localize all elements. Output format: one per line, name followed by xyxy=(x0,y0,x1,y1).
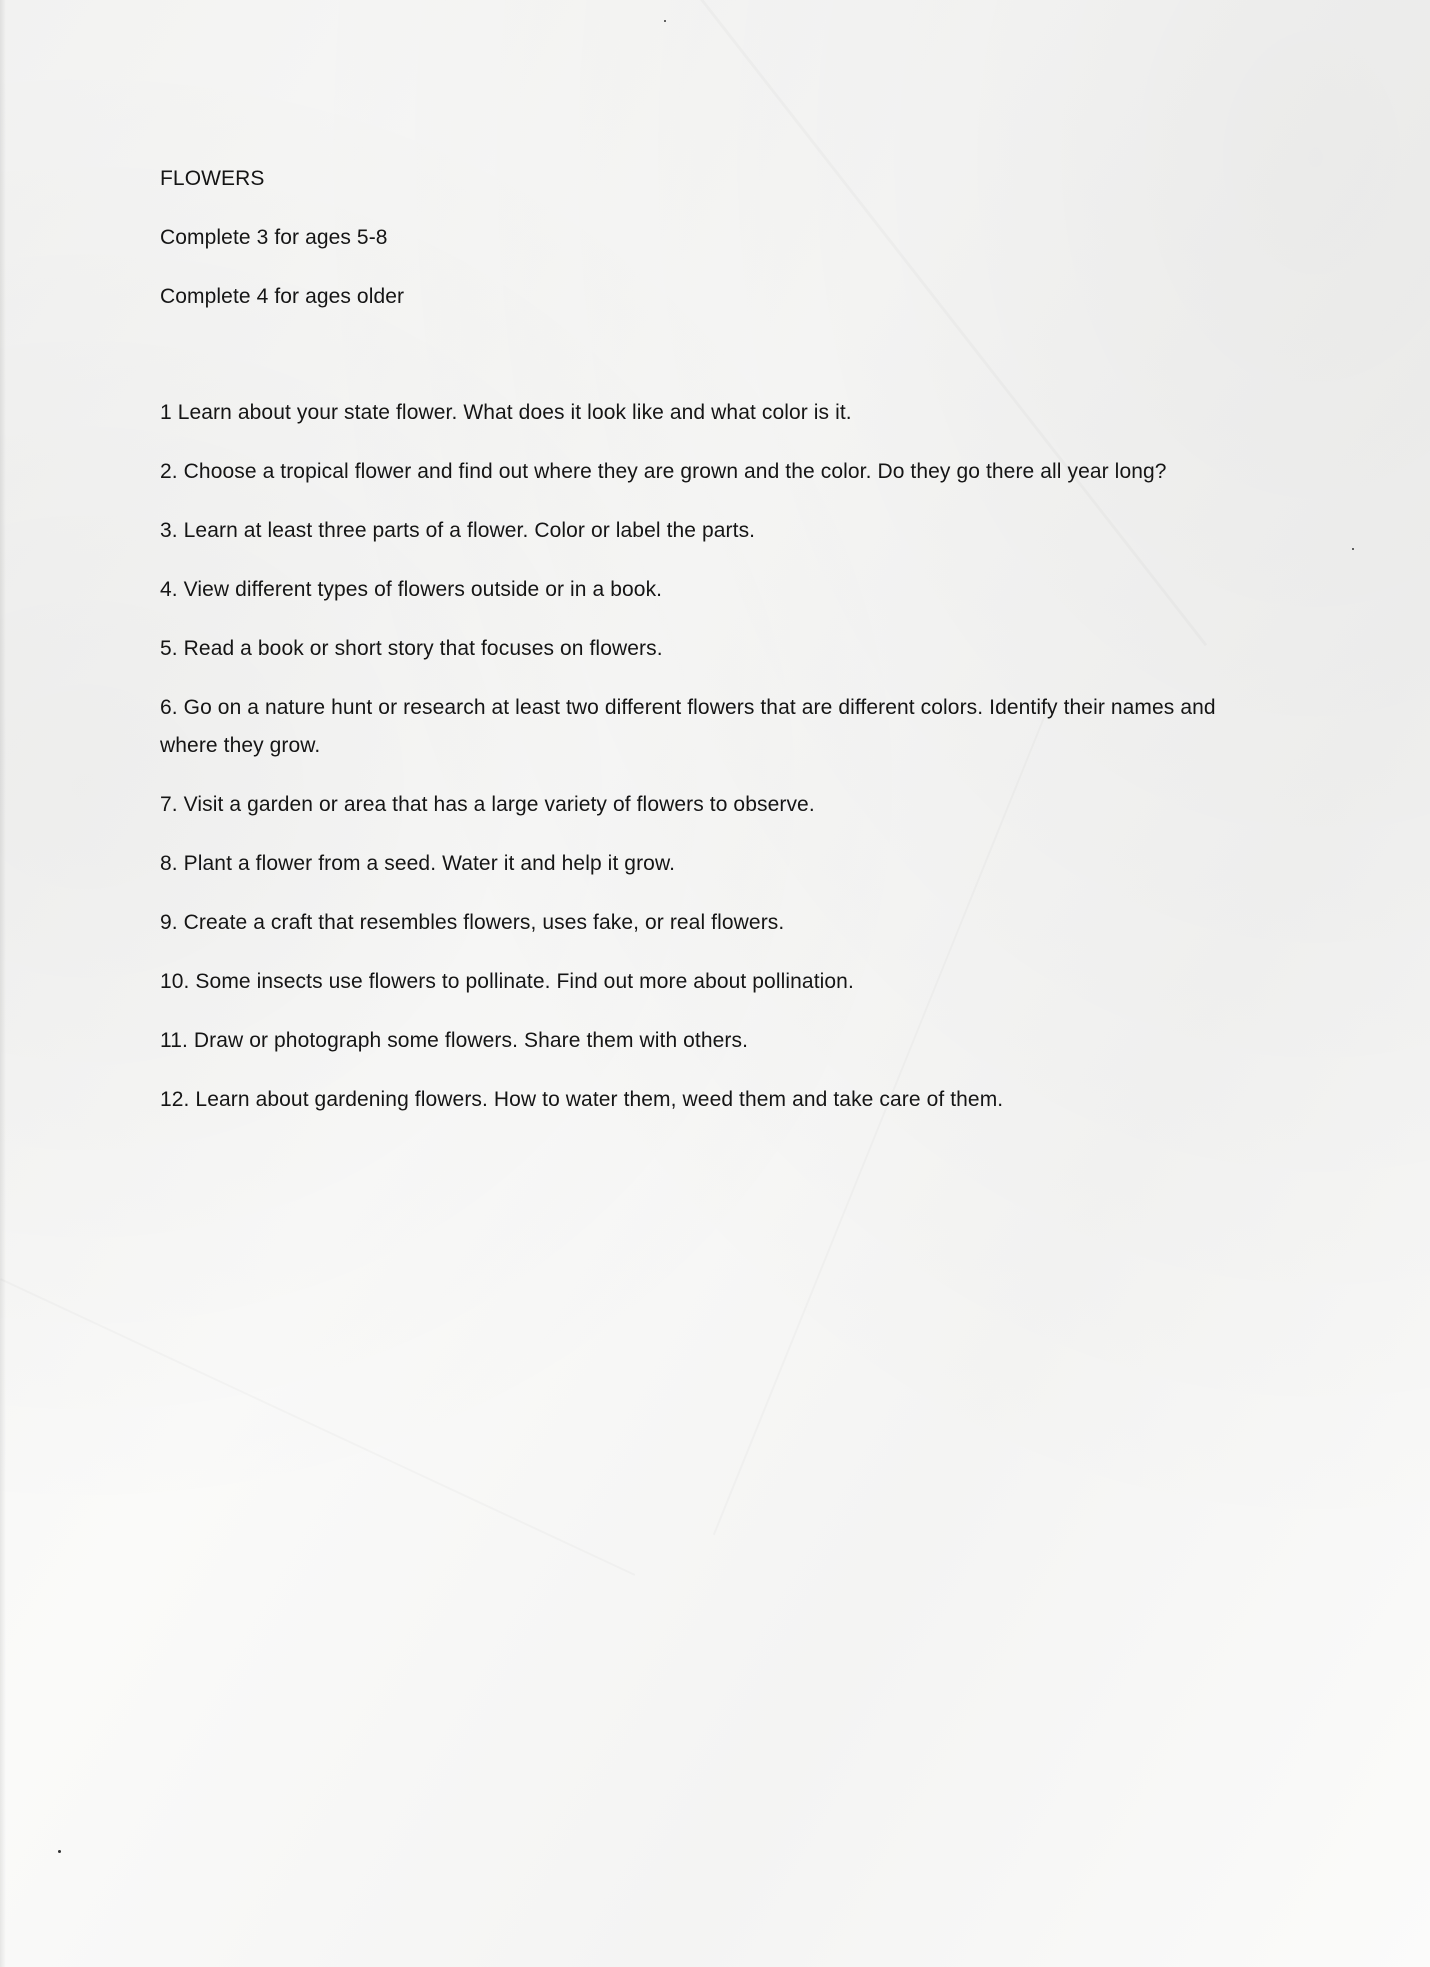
list-item: 12. Learn about gardening flowers. How to water them, weed them and take care of them. xyxy=(160,1088,1004,1111)
list-item: 6. Go on a nature hunt or research at least two different flowers that are different colors. Identify their names and where they grow. xyxy=(160,696,1216,757)
instruction-younger: Complete 3 for ages 5-8 xyxy=(160,226,388,249)
scan-speck xyxy=(1352,548,1354,550)
list-item: 7. Visit a garden or area that has a large variety of flowers to observe. xyxy=(160,793,815,816)
scan-speck xyxy=(664,20,666,22)
list-item: 9. Create a craft that resembles flowers, uses fake, or real flowers. xyxy=(160,911,785,934)
list-item: 1 Learn about your state flower. What does it look like and what color is it. xyxy=(160,401,852,424)
page-title: FLOWERS xyxy=(160,167,265,190)
instruction-older: Complete 4 for ages older xyxy=(160,285,405,308)
scan-speck xyxy=(58,1850,61,1853)
list-item: 8. Plant a flower from a seed. Water it and help it grow. xyxy=(160,852,676,875)
paper-crease xyxy=(0,1278,635,1576)
list-item: 5. Read a book or short story that focuses on flowers. xyxy=(160,637,663,660)
list-item: 2. Choose a tropical flower and find out where they are grown and the color. Do they go there all year long? xyxy=(160,460,1167,483)
document-body xyxy=(160,160,1270,1140)
section-spacer xyxy=(160,337,1270,394)
page-edge-shadow xyxy=(0,0,6,1967)
list-item: 11. Draw or photograph some flowers. Share them with others. xyxy=(160,1029,749,1052)
list-item: 10. Some insects use flowers to pollinate. Find out more about pollination. xyxy=(160,970,854,993)
list-item: 4. View different types of flowers outside or in a book. xyxy=(160,578,663,601)
list-item: 3. Learn at least three parts of a flower. Color or label the parts. xyxy=(160,519,756,542)
